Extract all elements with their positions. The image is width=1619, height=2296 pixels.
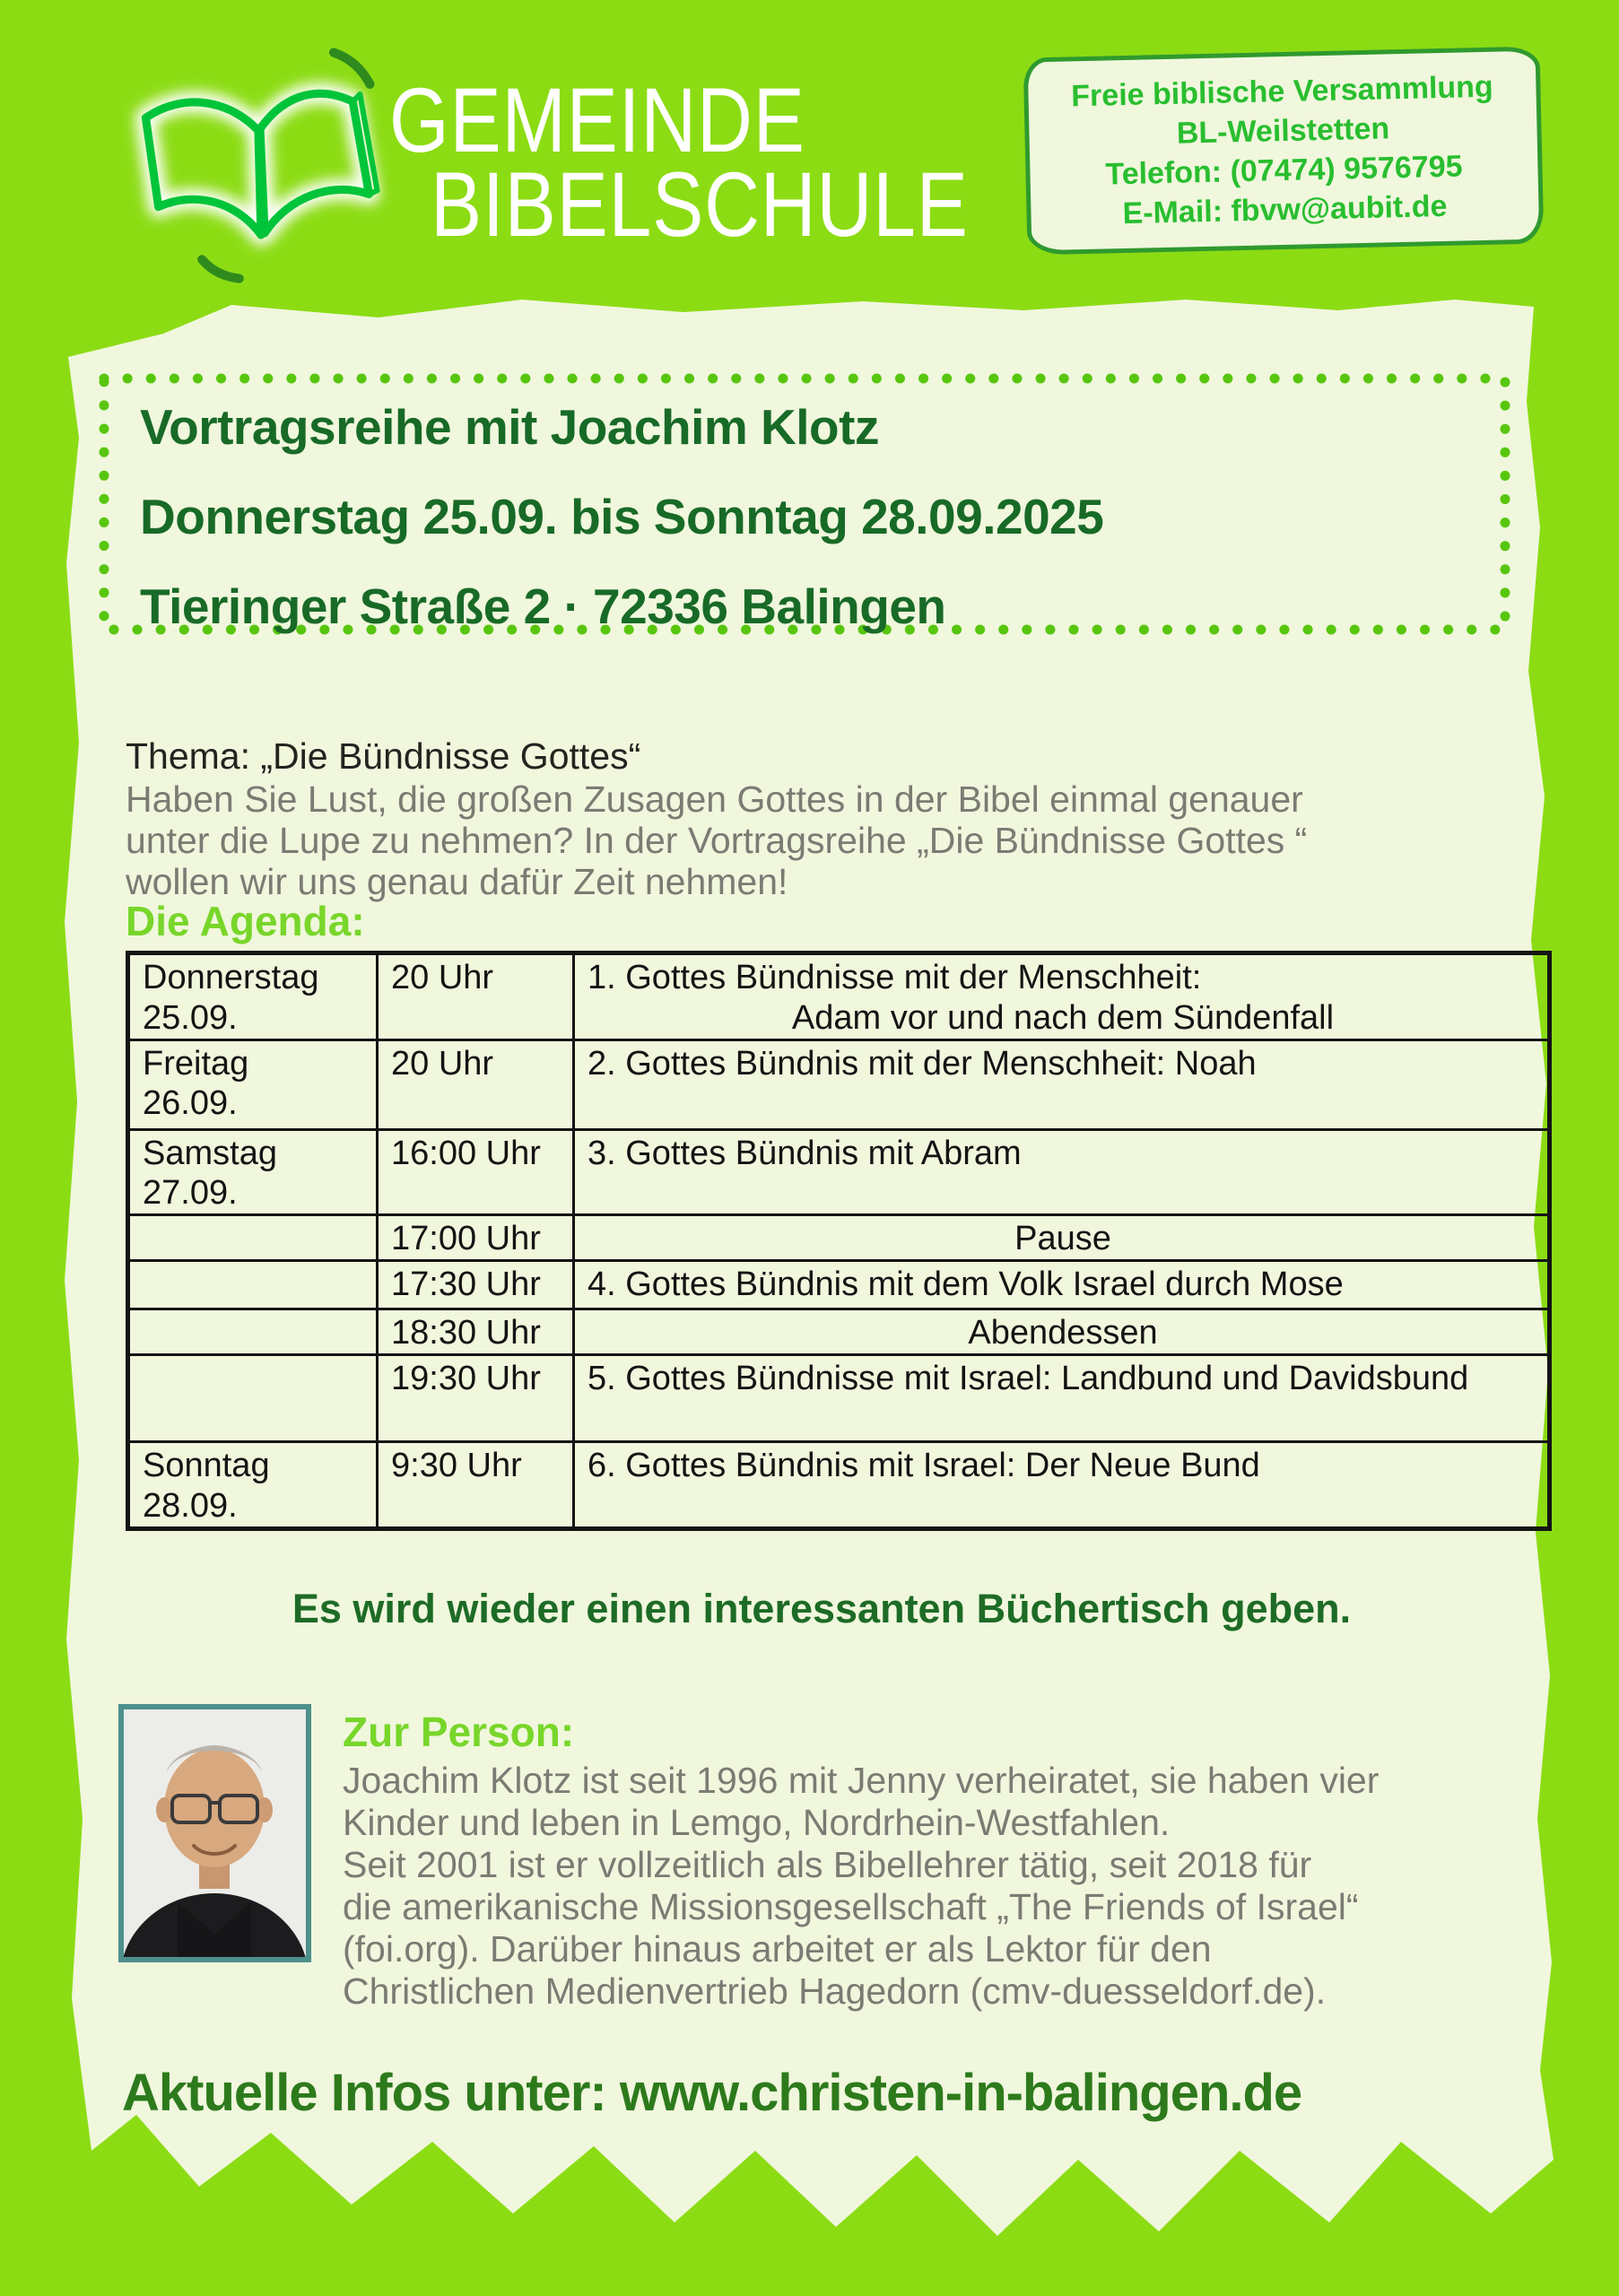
day-cell [128,1215,378,1261]
table-row [128,1354,1550,1441]
time-cell: 20 Uhr [378,953,574,1040]
person-label: Zur Person: [343,1709,575,1755]
time-cell: 18:30 Uhr [378,1309,574,1355]
bio-line: Christlichen Medienvertrieb Hagedorn (cmv-duesseldorf.de). [343,1970,1327,2012]
intro-title: Thema: „Die Bündnisse Gottes“ [126,735,641,777]
time-cell: 19:30 Uhr [378,1354,574,1441]
bio-line: Seit 2001 ist er vollzeitlich als Bibellehrer tätig, seit 2018 für [343,1844,1312,1885]
day-cell [128,1261,378,1309]
day-cell: Sonntag 28.09. [128,1441,378,1528]
logo-line-gemeinde: GEMEINDE [389,69,805,171]
table-row [128,1309,1550,1355]
contact-phone: Telefon: (07474) 9576795 [1105,149,1463,192]
time-cell: 17:00 Uhr [378,1215,574,1261]
table-row [128,1215,1550,1261]
portrait-illustration [124,1709,306,1957]
topic-cell: 3. Gottes Bündnis mit Abram [574,1129,1550,1215]
headline-box [97,371,1512,637]
table-row [128,1039,1550,1129]
topic-cell: 1. Gottes Bündnisse mit der Menschheit: Adam vor und nach dem Sündenfall [574,953,1550,1040]
headline-address: Tieringer Straße 2 · 72336 Balingen [140,578,946,634]
agenda-table [126,951,1552,1531]
headline-dates: Donnerstag 25.09. bis Sonntag 28.09.2025 [140,489,1104,544]
person-photo [118,1704,311,1962]
contact-email: E-Mail: fbvw@aubit.de [1122,188,1448,231]
contact-box [1023,46,1545,255]
logo-line-bibelschule: BIBELSCHULE [431,153,969,256]
bio-line: (foi.org). Darüber hinaus arbeitet er als Lektor für den [343,1928,1212,1970]
topic-cell: 2. Gottes Bündnis mit der Menschheit: Noah [574,1039,1550,1129]
topic-cell: 5. Gottes Bündnisse mit Israel: Landbund und Davidsbund [574,1354,1550,1441]
intro-text-line: unter die Lupe zu nehmen? In der Vortragsreihe „Die Bündnisse Gottes “ [126,820,1308,861]
time-cell: 20 Uhr [378,1039,574,1129]
open-book-icon [111,39,411,285]
buechertisch-note: Es wird wieder einen interessanten Büchertisch geben. [292,1586,1352,1631]
bio-line: Kinder und leben in Lemgo, Nordrhein-Westfahlen. [343,1802,1171,1843]
table-row [128,1261,1550,1309]
topic-cell: 6. Gottes Bündnis mit Israel: Der Neue Bund [574,1441,1550,1528]
day-cell [128,1354,378,1441]
topic-cell: Pause [574,1215,1550,1261]
intro-text-line: Haben Sie Lust, die großen Zusagen Gottes in der Bibel einmal genauer [126,778,1303,820]
day-cell: Donnerstag 25.09. [128,953,378,1040]
table-row [128,1129,1550,1215]
table-row [128,953,1550,1040]
day-cell [128,1309,378,1355]
footer-info-url: Aktuelle Infos unter: www.christen-in-balingen.de [122,2064,1302,2122]
bio-line: die amerikanische Missionsgesellschaft „The Friends of Israel“ [343,1886,1359,1927]
day-cell: Samstag 27.09. [128,1129,378,1215]
time-cell: 17:30 Uhr [378,1261,574,1309]
table-row [128,1441,1550,1528]
contact-city: BL-Weilstetten [1176,111,1390,151]
bio-line: Joachim Klotz ist seit 1996 mit Jenny verheiratet, sie haben vier [343,1760,1380,1801]
headline-title: Vortragsreihe mit Joachim Klotz [140,399,879,455]
contact-organization: Freie biblische Versammlung [1070,69,1494,114]
agenda-label: Die Agenda: [126,898,365,944]
intro-text-line: wollen wir uns genau dafür Zeit nehmen! [126,861,788,902]
time-cell: 9:30 Uhr [378,1441,574,1528]
time-cell: 16:00 Uhr [378,1129,574,1215]
topic-cell: Abendessen [574,1309,1550,1355]
topic-cell: 4. Gottes Bündnis mit dem Volk Israel durch Mose [574,1261,1550,1309]
day-cell: Freitag 26.09. [128,1039,378,1129]
